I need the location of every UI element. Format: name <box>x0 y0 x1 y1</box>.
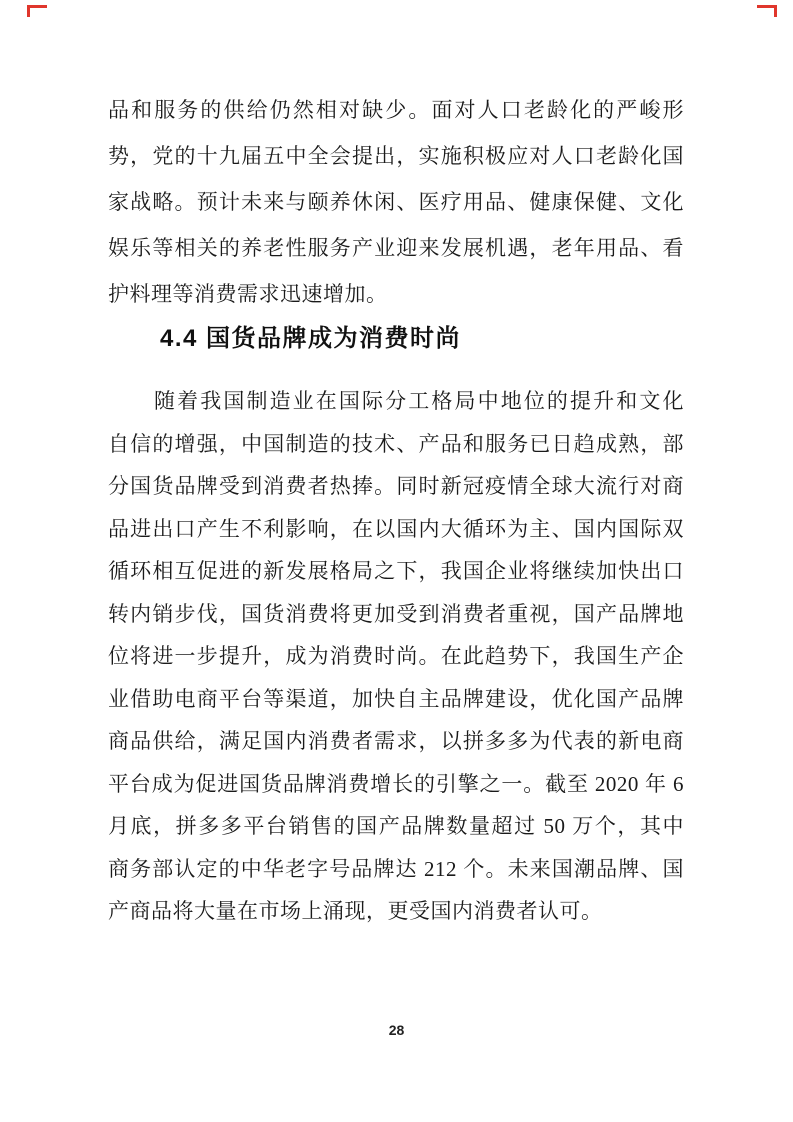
text-line: 势，党的十九届五中全会提出，实施积极应对人口老龄化国 <box>108 144 684 168</box>
text-line: 护料理等消费需求迅速增加。 <box>108 282 388 306</box>
paragraph-aging-consumption <box>108 87 684 317</box>
text-line: 自信的增强，中国制造的技术、产品和服务已日趋成熟，部 <box>108 431 684 456</box>
paragraph-domestic-brands <box>108 380 684 933</box>
section-heading: 4.4 国货品牌成为消费时尚 <box>160 325 462 352</box>
page-number: 28 <box>388 1022 405 1038</box>
text-line: 位将进一步提升，成为消费时尚。在此趋势下，我国生产企 <box>108 644 684 668</box>
text-line: 随着我国制造业在国际分工格局中地位的提升和文化 <box>154 389 684 413</box>
corner-mark-left-icon <box>27 5 47 17</box>
text-line: 平台成为促进国货品牌消费增长的引擎之一。截至 2020 年 6 <box>108 771 684 796</box>
text-line: 产商品将大量在市场上涌现，更受国内消费者认可。 <box>108 899 603 923</box>
text-line: 商务部认定的中华老字号品牌达 212 个。未来国潮品牌、国 <box>108 856 684 881</box>
text-line: 品和服务的供给仍然相对缺少。面对人口老龄化的严峻形 <box>108 98 684 122</box>
corner-mark-right-icon <box>757 5 777 17</box>
text-line: 分国货品牌受到消费者热捧。同时新冠疫情全球大流行对商 <box>108 474 684 498</box>
text-line: 月底，拼多多平台销售的国产品牌数量超过 50 万个，其中 <box>108 814 684 838</box>
text-line: 业借助电商平台等渠道，加快自主品牌建设，优化国产品牌 <box>108 686 684 711</box>
text-line: 循环相互促进的新发展格局之下，我国企业将继续加快出口 <box>108 559 684 583</box>
text-line: 商品供给，满足国内消费者需求，以拼多多为代表的新电商 <box>108 729 684 753</box>
text-line: 转内销步伐，国货消费将更加受到消费者重视，国产品牌地 <box>108 601 684 626</box>
text-line: 娱乐等相关的养老性服务产业迎来发展机遇，老年用品、看 <box>108 236 684 260</box>
text-line: 品进出口产生不利影响，在以国内大循环为主、国内国际双 <box>108 516 684 541</box>
text-line: 家战略。预计未来与颐养休闲、医疗用品、健康保健、文化 <box>108 190 684 214</box>
